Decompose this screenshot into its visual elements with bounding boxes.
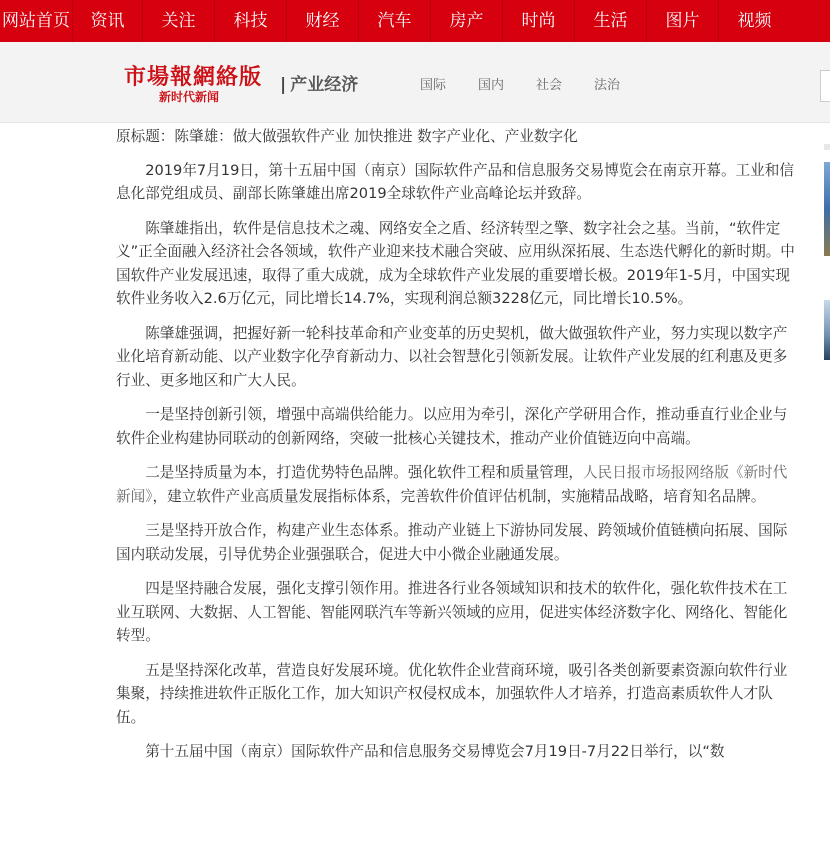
- subnav-law[interactable]: 法治: [594, 78, 621, 93]
- nav-photos[interactable]: 图片: [665, 11, 700, 31]
- article-body: [116, 122, 796, 775]
- nav-video[interactable]: 视频: [737, 11, 772, 31]
- site-header: [0, 42, 830, 123]
- side-divider: [824, 144, 830, 150]
- section-heading: [280, 70, 358, 95]
- side-thumbnail[interactable]: [824, 300, 830, 360]
- source-credit: 人民日报市场报网络版《新时代新闻》: [116, 464, 788, 505]
- nav-fashion[interactable]: 时尚: [521, 11, 556, 31]
- top-nav: [0, 0, 830, 42]
- subnav-society[interactable]: 社会: [536, 78, 563, 93]
- nav-focus[interactable]: 关注: [161, 11, 196, 31]
- paragraph-text: 二是坚持质量为本，打造优势特色品牌。强化软件工程和质量管理，: [145, 464, 584, 481]
- article-paragraph: 2019年7月19日，第十五届中国（南京）国际软件产品和信息服务交易博览会在南京开幕。工业和信息化部党组成员、副部长陈肇雄出席2019全球软件产业高峰论坛并致辞。: [116, 161, 794, 202]
- subnav-domestic[interactable]: 国内: [478, 78, 505, 93]
- nav-finance[interactable]: 财经: [305, 11, 340, 31]
- article-paragraph: 陈肇雄指出，软件是信息技术之魂、网络安全之盾、经济转型之擎、数字社会之基。当前，“软件定义”正全面融入经济社会各领域，软件产业迎来技术融合突破、应用纵深拓展、生态迭代孵化的新时期。中国软件产业发展迅速，取得了重大成就，成为全球软件产业发展的重要增长极。2019年1-5月，中国实现软件业务收入2.6万亿元，同比增长14.7%，实现利润总额3228亿元，同比增长10.5%。: [116, 219, 795, 307]
- nav-tech[interactable]: 科技: [233, 11, 268, 31]
- site-logo[interactable]: [124, 60, 274, 105]
- logo-title: 市場報網絡版: [124, 64, 263, 90]
- article-paragraph: [116, 461, 796, 508]
- paragraph-text: ，建立软件产业高质量发展指标体系，完善软件价值评估机制，实施精品战略，培育知名品牌。: [152, 487, 766, 505]
- article-paragraph: 三是坚持开放合作，构建产业生态体系。推动产业链上下游协同发展、跨领域价值链横向拓展、国际国内联动发展，引导优势企业强强联合，促进大中小微企业融通发展。: [116, 522, 788, 563]
- article-paragraph: 陈肇雄强调，把握好新一轮科技革命和产业变革的历史契机，做大做强软件产业，努力实现以数字产业化培育新动能、以产业数字化孕育新动力、以社会智慧化引领新发展。让软件产业发展的红利惠及更多行业、更多地区和广大人民。: [116, 324, 788, 389]
- article-paragraph: 第十五届中国（南京）国际软件产品和信息服务交易博览会7月19日-7月22日举行，以“数: [145, 743, 725, 760]
- article-paragraph: 一是坚持创新引领，增强中高端供给能力。以应用为牵引，深化产学研用合作，推动垂直行业企业与软件企业构建协同联动的创新网络，突破一批核心关键技术，推动产业价值链迈向中高端。: [116, 406, 788, 447]
- section-title: 产业经济: [290, 75, 359, 95]
- subnav-international[interactable]: 国际: [420, 78, 447, 93]
- nav-life[interactable]: 生活: [593, 11, 628, 31]
- search-input[interactable]: [820, 70, 830, 102]
- nav-realestate[interactable]: 房产: [449, 11, 484, 31]
- nav-news[interactable]: 资讯: [90, 11, 125, 31]
- nav-auto[interactable]: 汽车: [377, 11, 412, 31]
- section-divider: |: [280, 75, 287, 95]
- article-paragraph: 四是坚持融合发展，强化支撑引领作用。推进各行业各领域知识和技术的软件化，强化软件技术在工业互联网、大数据、人工智能、智能网联汽车等新兴领域的应用，促进实体经济数字化、网络化、智能化转型。: [116, 580, 788, 644]
- original-title: 原标题：陈肇雄：做大做强软件产业 加快推进 数字产业化、产业数字化: [116, 128, 578, 145]
- nav-home[interactable]: 网站首页: [2, 11, 70, 31]
- article-paragraph: 五是坚持深化改革，营造良好发展环境。优化软件企业营商环境，吸引各类创新要素资源向软件行业集聚，持续推进软件正版化工作，加大知识产权侵权成本，加强软件人才培养，打造高素质软件人才队伍。: [116, 661, 788, 726]
- side-thumbnail[interactable]: [824, 162, 830, 256]
- logo-subtitle: 新时代新闻: [159, 90, 220, 104]
